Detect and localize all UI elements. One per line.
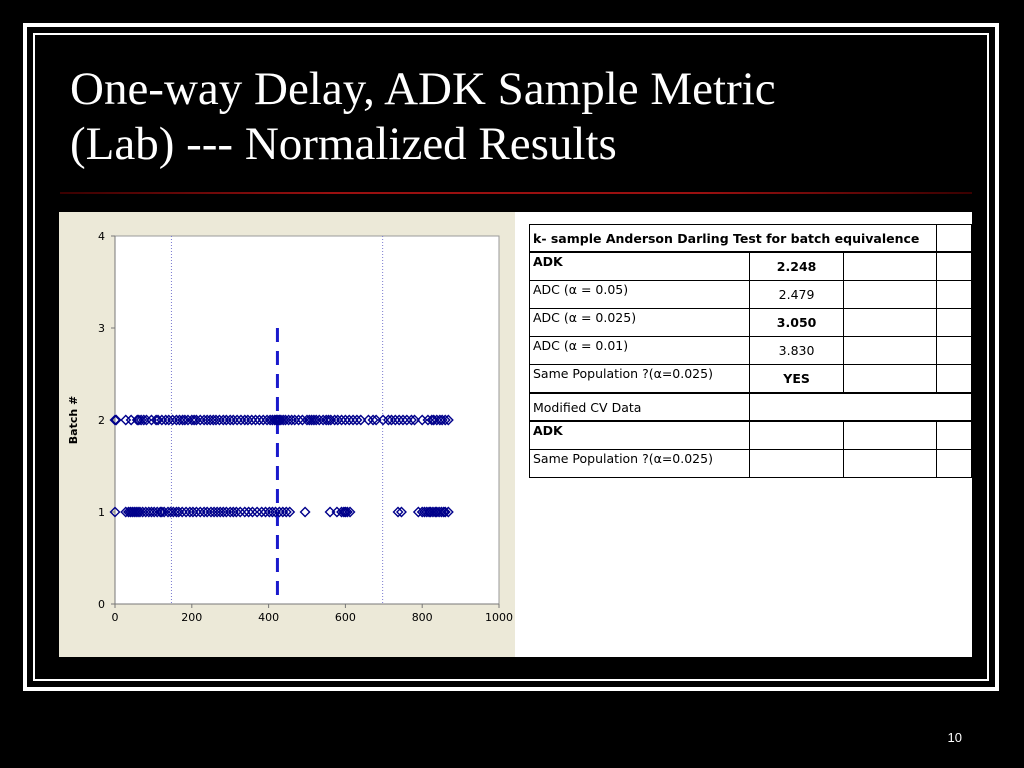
results-table-panel (515, 212, 972, 657)
row-label: ADK (530, 252, 750, 281)
row-value: YES (749, 365, 844, 394)
modified-row (530, 421, 972, 450)
x-tick-label: 1000 (485, 611, 513, 624)
row-value: 3.830 (749, 337, 844, 365)
table-cell-empty (936, 450, 971, 478)
modified-row (530, 450, 972, 478)
table-cell-empty (936, 337, 971, 365)
table-row (530, 309, 972, 337)
modified-row-value (749, 450, 844, 478)
table-cell-empty (936, 252, 971, 281)
scatter-chart (59, 212, 515, 657)
table-cell-empty (844, 309, 936, 337)
title-line-1: One-way Delay, ADK Sample Metric (70, 63, 776, 115)
table-cell-empty (844, 365, 936, 394)
table-cell-empty (936, 365, 971, 394)
table-row (530, 365, 972, 394)
modified-row-value (749, 421, 844, 450)
table-cell-empty (936, 281, 971, 309)
table-row (530, 252, 972, 281)
modified-header-row (530, 393, 972, 421)
table-cell-empty (844, 281, 936, 309)
x-tick-label: 600 (334, 611, 356, 624)
row-label: ADC (α = 0.025) (530, 309, 750, 337)
y-tick-label: 1 (98, 506, 105, 519)
table-header-row (530, 225, 972, 253)
y-tick-label: 3 (98, 322, 105, 335)
y-axis-label: Batch # (67, 395, 80, 445)
table-cell-empty (844, 450, 936, 478)
table-row (530, 337, 972, 365)
table-header: k- sample Anderson Darling Test for batch equivalence (530, 225, 937, 253)
x-tick-label: 800 (411, 611, 433, 624)
slide-title (70, 62, 970, 172)
row-label: ADC (α = 0.01) (530, 337, 750, 365)
y-tick-label: 2 (98, 414, 105, 427)
table-cell-empty (844, 252, 936, 281)
row-value: 2.479 (749, 281, 844, 309)
table-cell-empty (936, 421, 971, 450)
row-label: ADC (α = 0.05) (530, 281, 750, 309)
modified-cv-header: Modified CV Data (530, 393, 750, 421)
table-cell-empty (936, 309, 971, 337)
slide-number: 10 (947, 730, 962, 745)
x-tick-label: 400 (258, 611, 280, 624)
title-divider (60, 192, 972, 194)
y-tick-label: 0 (98, 598, 105, 611)
table-cell-empty (749, 393, 971, 421)
modified-row-label: ADK (530, 421, 750, 450)
table-cell-empty (844, 421, 936, 450)
y-tick-label: 4 (98, 230, 105, 243)
x-tick-label: 0 (111, 611, 119, 624)
row-value: 3.050 (749, 309, 844, 337)
x-tick-label: 200 (181, 611, 203, 624)
table-row (530, 281, 972, 309)
row-label: Same Population ?(α=0.025) (530, 365, 750, 394)
table-cell-empty (936, 225, 971, 253)
chart-panel (59, 212, 515, 657)
title-line-2: (Lab) --- Normalized Results (70, 118, 617, 170)
row-value: 2.248 (749, 252, 844, 281)
table-cell-empty (844, 337, 936, 365)
adk-results-table (529, 224, 972, 478)
modified-row-label: Same Population ?(α=0.025) (530, 450, 750, 478)
